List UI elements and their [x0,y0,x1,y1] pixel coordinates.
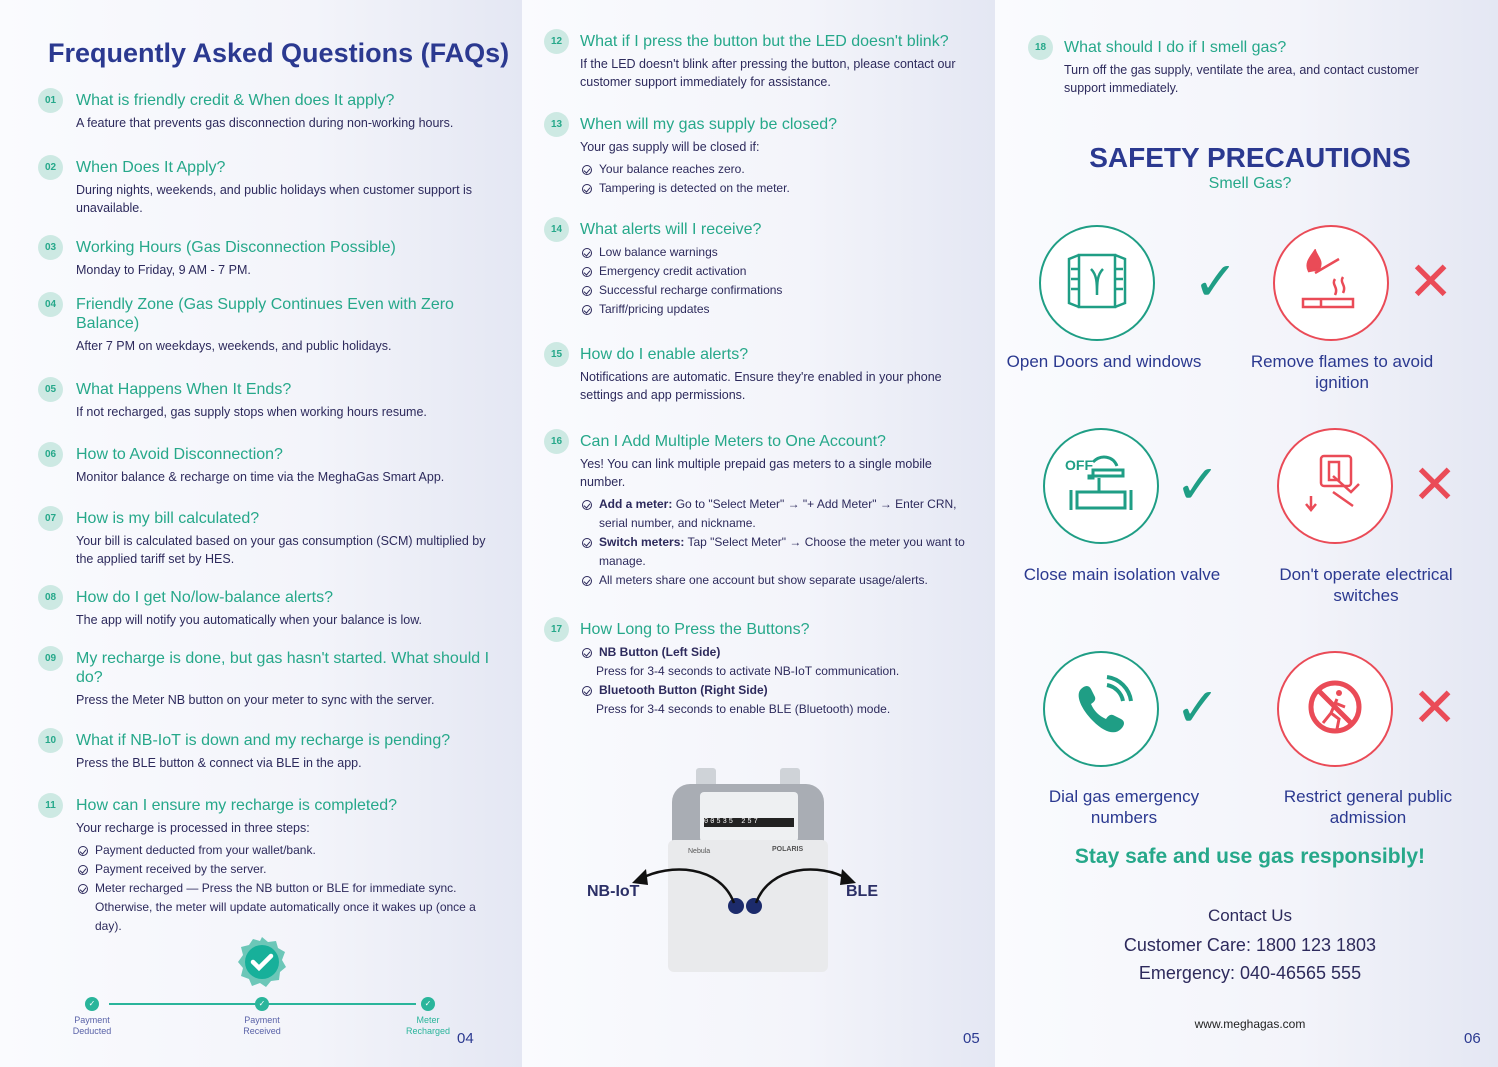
safety-title: SAFETY PRECAUTIONS [1089,142,1411,173]
do-tip-circle [1043,651,1159,767]
faq-answer: If the LED doesn't blink after pressing the button, please contact our customer support immediately for assistance. [580,57,956,89]
faq-answer: Yes! You can link multiple prepaid gas meters to a single mobile number. [580,457,932,489]
ble-label: BLE [846,883,878,900]
checklist-item [580,179,975,198]
faq-question: How can I ensure my recharge is completed? [76,797,398,814]
faq-number-badge: 18 [1028,35,1053,60]
checklist-item-text: Successful recharge confirmations [599,283,783,297]
faq-item [550,220,975,319]
checklist-item-text: Tap "Select Meter" → Choose the meter you want to manage. [599,535,965,568]
checklist-item [580,571,978,590]
checklist-item-title: NB Button (Left Side) [599,645,721,659]
checklist-item-text: All meters share one account but show separate usage/alerts. [599,573,928,587]
faq-checklist [580,243,975,319]
check-icon: ✓ [421,997,435,1011]
checklist-item-text: Payment received by the server. [95,862,267,876]
check-icon: ✓ [255,997,269,1011]
faq-answer: Notifications are automatic. Ensure they're enabled in your phone settings and app permissions. [580,370,942,402]
checklist-item-text: Tampering is detected on the meter. [599,181,790,195]
faq-number-badge: 06 [38,442,63,467]
checklist-item [580,160,975,179]
svg-text:OFF: OFF [1065,456,1093,473]
faq-item [550,432,978,590]
faq-item [550,620,978,719]
dont-tip-circle [1277,651,1393,767]
faq-answer: Turn off the gas supply, ventilate the area, and contact customer support immediately. [1064,63,1419,95]
faq-title: Frequently Asked Questions (FAQs) [48,38,510,68]
faq-answer: Monday to Friday, 9 AM - 7 PM. [76,263,251,277]
button-arrows [630,855,860,915]
faq-checklist [580,495,978,590]
faq-question: How to Avoid Disconnection? [76,446,283,463]
faq-number-badge: 11 [38,793,63,818]
faq-question: How do I get No/low-balance alerts? [76,589,334,606]
faq-answer: During nights, weekends, and public holidays when customer support is unavailable. [76,183,473,215]
safety-tip-label: Dial gas emergency numbers [1048,787,1200,827]
safety-subtitle: Smell Gas? [1208,175,1292,192]
safety-tip-label: Remove flames to avoid ignition [1250,352,1434,392]
step-meter-recharged: ✓ Meter Recharged [405,999,451,1036]
faq-question: What alerts will I receive? [580,221,762,238]
checklist-item [580,262,975,281]
faq-answer: After 7 PM on weekdays, weekends, and public holidays. [76,339,392,353]
dont-tip-circle [1273,225,1389,341]
checklist-item [580,681,978,700]
checklist-item-text: Payment deducted from your wallet/bank. [95,843,316,857]
checklist-item-detail: Press for 3-4 seconds to enable BLE (Bluetooth) mode. [596,702,891,716]
faq-question: My recharge is done, but gas hasn't started. What should I do? [76,650,490,686]
faq-question: Friendly Zone (Gas Supply Continues Even with Zero Balance) [76,296,454,332]
checkmark-icon: ✓ [1175,455,1221,515]
checklist-item [76,841,496,860]
safety-tip-label: Restrict general public admission [1283,787,1453,827]
checklist-item [580,643,978,662]
faq-item [44,91,506,132]
no-entry-person-icon [1303,675,1367,744]
checklist-item [580,281,975,300]
checklist-item-title: Switch meters: [599,535,685,549]
verified-badge-icon [236,936,288,988]
contact-heading: Contact Us [1207,906,1293,925]
faq-question: What should I do if I smell gas? [1064,39,1287,56]
faq-item [550,115,975,198]
checklist-item-text: Tariff/pricing updates [599,302,710,316]
faq-number-badge: 14 [544,217,569,242]
match-cigarette-icon [1299,249,1363,318]
faq-number-badge: 16 [544,429,569,454]
faq-item [44,445,506,486]
faq-item [550,32,975,91]
faq-answer: Press the BLE button & connect via BLE in the app. [76,756,362,770]
faq-question: What if I press the button but the LED doesn't blink? [580,33,949,50]
checkmark-icon: ✓ [1193,252,1239,312]
faq-number-badge: 10 [38,728,63,753]
faq-question: How is my bill calculated? [76,510,260,527]
checklist-item-text: Your balance reaches zero. [599,162,745,176]
faq-question: Working Hours (Gas Disconnection Possible) [76,239,396,256]
switch-hand-icon [1303,452,1367,521]
faq-checklist [76,841,496,936]
check-icon: ✓ [85,997,99,1011]
safety-tip-label: Close main isolation valve [1023,565,1221,584]
faq-answer: Press the Meter NB button on your meter to sync with the server. [76,693,435,707]
faq-answer: Your recharge is processed in three steps: [76,821,310,835]
faq-item [44,238,506,279]
page-number: 04 [457,1030,474,1047]
faq-question: What is friendly credit & When does It apply? [76,92,395,109]
faq-number-badge: 15 [544,342,569,367]
faq-item [44,509,506,568]
step-payment-deducted: ✓ Payment Deducted [72,999,112,1036]
checkmark-icon: ✓ [1175,678,1221,738]
checklist-item-title: Add a meter: [599,497,673,511]
faq-item [44,380,506,421]
faq-number-badge: 01 [38,88,63,113]
checklist-item [580,243,975,262]
faq-item [44,649,501,709]
faq-number-badge: 03 [38,235,63,260]
customer-care-number: Customer Care: 1800 123 1803 [1123,935,1377,955]
checklist-item-title: Bluetooth Button (Right Side) [599,683,768,697]
checklist-item [76,879,496,936]
checklist-item [580,300,975,319]
faq-checklist [580,643,978,719]
faq-item [44,731,506,772]
faq-question: When Does It Apply? [76,159,226,176]
checklist-item [580,533,978,571]
checklist-item [580,495,978,533]
checklist-item-text: Emergency credit activation [599,264,747,278]
cross-icon: ✕ [1412,455,1458,515]
checklist-item-text: Low balance warnings [599,245,718,259]
faq-number-badge: 09 [38,646,63,671]
checklist-item [76,860,496,879]
faq-question: When will my gas supply be closed? [580,116,838,133]
faq-item [550,345,975,404]
faq-number-badge: 04 [38,292,63,317]
faq-item [44,588,506,629]
nb-iot-label: NB-IoT [587,883,640,900]
safety-tip-label: Open Doors and windows [1006,352,1202,371]
faq-question: What Happens When It Ends? [76,381,292,398]
faq-item [44,295,476,355]
faq-question: Can I Add Multiple Meters to One Account? [580,433,886,450]
faq-item [45,796,496,936]
valve-off-icon [1065,452,1137,521]
faq-question: What if NB-IoT is down and my recharge is pending? [76,732,451,749]
cross-icon: ✕ [1412,678,1458,738]
faq-number-badge: 12 [544,29,569,54]
safety-slogan: Stay safe and use gas responsibly! [1074,845,1426,868]
faq-answer: Your bill is calculated based on your gas consumption (SCM) multiplied by the applied tariff set by HES. [76,534,486,566]
faq-number-badge: 07 [38,506,63,531]
gas-meter-image: 00535 257 Nebula POLARIS [668,768,828,973]
safety-tip-label: Don't operate electrical switches [1279,565,1453,605]
cross-icon: ✕ [1408,252,1454,312]
faq-item [1034,38,1454,97]
faq-question: How do I enable alerts? [580,346,749,363]
faq-number-badge: 13 [544,112,569,137]
faq-answer: Monitor balance & recharge on time via the MeghaGas Smart App. [76,470,445,484]
checklist-item-text: Go to "Select Meter" → "+ Add Meter" → Enter CRN, serial number, and nickname. [599,497,957,530]
phone-icon [1069,675,1133,744]
website-link[interactable]: www.meghagas.com [1194,1017,1306,1031]
faq-answer: A feature that prevents gas disconnection during non-working hours. [76,116,454,130]
faq-answer: If not recharged, gas supply stops when working hours resume. [76,405,427,419]
step-payment-received: ✓ Payment Received [243,999,281,1036]
emergency-number: Emergency: 040-46565 555 [1138,963,1362,983]
do-tip-circle [1039,225,1155,341]
checklist-item-text: Meter recharged — Press the NB button or BLE for immediate sync. Otherwise, the meter will update automatically once it wakes up (once a day). [95,881,476,933]
do-tip-circle [1043,428,1159,544]
page-number: 05 [963,1030,980,1047]
page-number: 06 [1464,1030,1481,1047]
checklist-item-detail: Press for 3-4 seconds to activate NB-IoT communication. [596,664,900,678]
faq-answer: The app will notify you automatically when your balance is low. [76,613,423,627]
dont-tip-circle [1277,428,1393,544]
faq-number-badge: 02 [38,155,63,180]
faq-item [44,158,506,217]
faq-number-badge: 08 [38,585,63,610]
faq-question: How Long to Press the Buttons? [580,621,810,638]
faq-number-badge: 05 [38,377,63,402]
faq-checklist [580,160,975,198]
window-icon [1065,249,1129,318]
faq-answer: Your gas supply will be closed if: [580,140,760,154]
faq-number-badge: 17 [544,617,569,642]
